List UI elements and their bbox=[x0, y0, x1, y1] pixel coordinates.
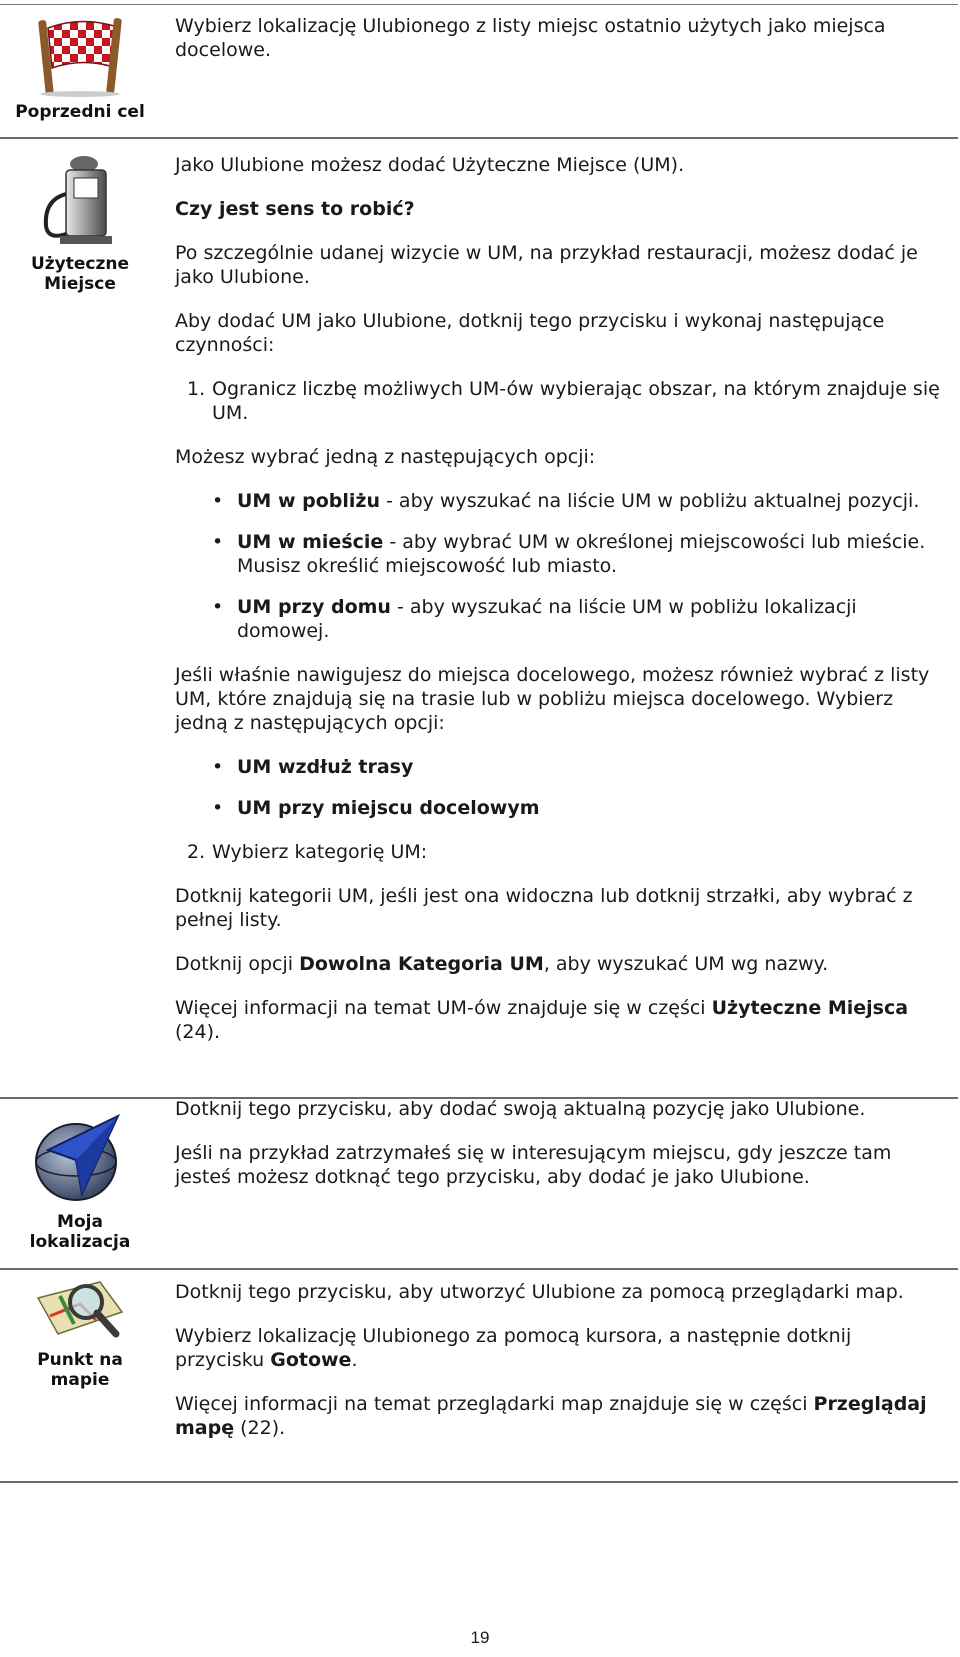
my-location-description bbox=[175, 1097, 945, 1189]
poi-label: Użyteczne Miejsce bbox=[30, 254, 130, 294]
paragraph: Dotknij tego przycisku, aby dodać swoją aktualną pozycję jako Ulubione. bbox=[175, 1098, 866, 1120]
list-item: • UM wzdłuż trasy bbox=[212, 756, 414, 778]
bottom-divider bbox=[0, 1481, 958, 1483]
previous-destination-description bbox=[175, 14, 945, 62]
paragraph: Jako Ulubione możesz dodać Użyteczne Miejsce (UM). bbox=[175, 154, 685, 176]
paragraph: Aby dodać UM jako Ulubione, dotknij tego przycisku i wykonaj następujące czynności: bbox=[175, 310, 885, 356]
section-divider bbox=[0, 137, 958, 139]
paragraph: Więcej informacji na temat przeglądarki map znajduje się w części Przeglądaj mapę (22). bbox=[175, 1393, 927, 1439]
top-divider bbox=[0, 4, 958, 5]
point-on-map-label: Punkt na mapie bbox=[37, 1350, 123, 1390]
poi-description bbox=[175, 153, 945, 1044]
paragraph: Wybierz lokalizację Ulubionego z listy miejsc ostatnio użytych jako miejsca docelowe. bbox=[175, 15, 886, 61]
gas-pump-icon bbox=[30, 154, 130, 250]
paragraph: Dotknij opcji Dowolna Kategoria UM, aby wyszukać UM wg nazwy. bbox=[175, 953, 829, 975]
map-magnifier-icon bbox=[30, 1276, 130, 1346]
point-on-map-button[interactable] bbox=[0, 1276, 160, 1390]
poi-button[interactable] bbox=[0, 154, 160, 294]
list-item: • UM przy domu - aby wyszukać na liście UM w pobliżu lokalizacji domowej. bbox=[212, 596, 857, 642]
previous-destination-label: Poprzedni cel bbox=[15, 102, 145, 122]
paragraph: Po szczególnie udanej wizycie w UM, na przykład restauracji, możesz dodać je jako Ulubione. bbox=[175, 242, 918, 288]
paragraph: Jeśli na przykład zatrzymałeś się w interesującym miejscu, gdy jeszcze tam jesteś możesz dotknąć tego przycisku, aby dodać je jako Ulubione. bbox=[175, 1142, 892, 1188]
route-options-list bbox=[212, 755, 945, 820]
location-arrow-icon bbox=[30, 1110, 130, 1208]
my-location-button[interactable] bbox=[0, 1110, 160, 1252]
my-location-label: Moja lokalizacja bbox=[29, 1212, 131, 1252]
page-number: 19 bbox=[470, 1628, 490, 1647]
area-options-list bbox=[212, 489, 945, 643]
checkered-flag-icon bbox=[30, 14, 130, 98]
previous-destination-button[interactable] bbox=[0, 14, 160, 122]
list-item: • UM w pobliżu - aby wyszukać na liście UM w pobliżu aktualnej pozycji. bbox=[212, 490, 920, 512]
section-divider bbox=[0, 1268, 958, 1270]
subheading: Czy jest sens to robić? bbox=[175, 198, 415, 220]
paragraph: Dotknij tego przycisku, aby utworzyć Ulubione za pomocą przeglądarki map. bbox=[175, 1281, 904, 1303]
options-intro: Możesz wybrać jedną z następujących opcji: bbox=[175, 446, 596, 468]
step-2: 2. Wybierz kategorię UM: bbox=[187, 841, 428, 863]
more-info: Więcej informacji na temat UM-ów znajduje się w części Użyteczne Miejsca (24). bbox=[175, 997, 909, 1043]
point-on-map-description bbox=[175, 1280, 945, 1440]
list-item: • UM w mieście - aby wybrać UM w określonej miejscowości lub mieście. Musisz określić miejscowość lub miasto. bbox=[212, 531, 926, 577]
paragraph: Wybierz lokalizację Ulubionego za pomocą kursora, a następnie dotknij przycisku Gotowe. bbox=[175, 1325, 852, 1371]
step-1: 1. Ogranicz liczbę możliwych UM-ów wybierając obszar, na którym znajduje się UM. bbox=[187, 378, 940, 424]
paragraph: Dotknij kategorii UM, jeśli jest ona widoczna lub dotknij strzałki, aby wybrać z pełnej listy. bbox=[175, 885, 913, 931]
list-item: • UM przy miejscu docelowym bbox=[212, 797, 540, 819]
route-intro: Jeśli właśnie nawigujesz do miejsca docelowego, możesz również wybrać z listy UM, które znajdują się na trasie lub w pobliżu miejsca docelowego. Wybierz jedną z następujących opcji: bbox=[175, 664, 930, 734]
